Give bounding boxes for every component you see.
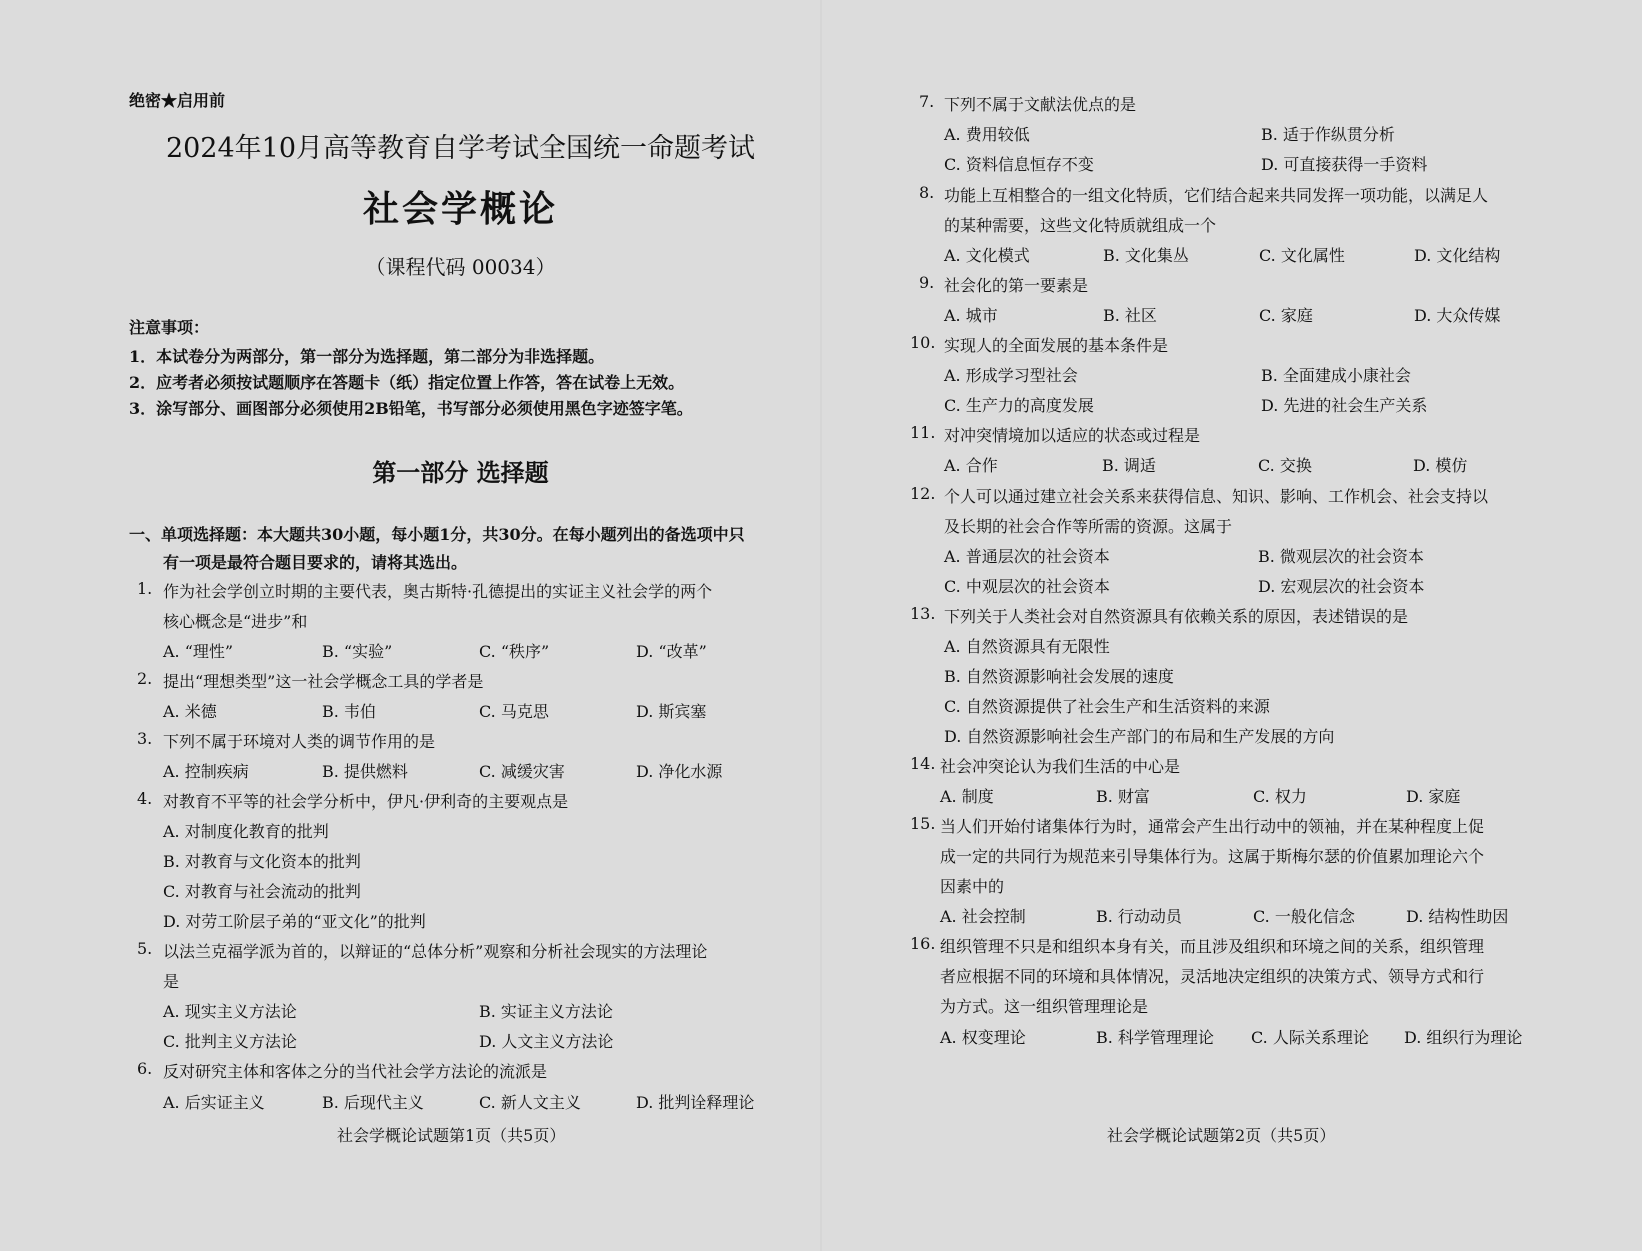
page-2 bbox=[821, 0, 1642, 1251]
question-number: 5. bbox=[137, 939, 153, 958]
option-d: D. 大众传媒 bbox=[1414, 306, 1501, 325]
option-d: D. 斯宾塞 bbox=[636, 702, 707, 721]
notice-item: 3．涂写部分、画图部分必须使用2B铅笔，书写部分必须使用黑色字迹签字笔。 bbox=[129, 399, 693, 418]
option-b: B. 后现代主义 bbox=[322, 1093, 424, 1112]
page-footer: 社会学概论试题第2页（共5页） bbox=[1107, 1126, 1336, 1145]
question-number: 16. bbox=[910, 934, 936, 953]
option-d: D. 自然资源影响社会生产部门的布局和生产发展的方向 bbox=[944, 727, 1335, 746]
option-b: B. 实证主义方法论 bbox=[479, 1002, 613, 1021]
option-d: D. 组织行为理论 bbox=[1404, 1028, 1523, 1047]
question-number: 1. bbox=[137, 579, 153, 598]
question-text: 反对研究主体和客体之分的当代社会学方法论的流派是 bbox=[163, 1062, 548, 1081]
option-b: B. 社区 bbox=[1103, 306, 1157, 325]
option-c: C. 批判主义方法论 bbox=[163, 1032, 297, 1051]
question-number: 6. bbox=[137, 1059, 153, 1078]
option-d: D. 人文主义方法论 bbox=[479, 1032, 614, 1051]
option-d: D. 结构性助因 bbox=[1406, 907, 1509, 926]
course-code: （课程代码 00034） bbox=[365, 255, 556, 279]
question-number: 12. bbox=[910, 484, 936, 503]
question-text: 为方式。这一组织管理理论是 bbox=[940, 997, 1149, 1016]
option-a: A. 普通层次的社会资本 bbox=[944, 547, 1110, 566]
option-c: C. 一般化信念 bbox=[1253, 907, 1355, 926]
question-text: 提出“理想类型”这一社会学概念工具的学者是 bbox=[163, 672, 484, 691]
question-number: 8. bbox=[919, 183, 935, 202]
option-a: A. 对制度化教育的批判 bbox=[163, 822, 329, 841]
option-d: D. 宏观层次的社会资本 bbox=[1258, 577, 1425, 596]
option-b: B. 科学管理理论 bbox=[1096, 1028, 1214, 1047]
question-number: 3. bbox=[137, 729, 153, 748]
question-number: 13. bbox=[910, 604, 936, 623]
option-b: B. “实验” bbox=[322, 642, 393, 661]
option-c: C. 新人文主义 bbox=[479, 1093, 581, 1112]
question-text: 社会化的第一要素是 bbox=[944, 276, 1089, 295]
option-c: C. 自然资源提供了社会生产和生活资料的来源 bbox=[944, 697, 1270, 716]
section-instruction-cont: 有一项是最符合题目要求的，请将其选出。 bbox=[163, 553, 468, 572]
question-text: 是 bbox=[163, 972, 180, 991]
option-c: C. 家庭 bbox=[1259, 306, 1313, 325]
question-text: 个人可以通过建立社会关系来获得信息、知识、影响、工作机会、社会支持以 bbox=[944, 487, 1489, 506]
question-number: 11. bbox=[910, 423, 936, 442]
option-c: C. 马克思 bbox=[479, 702, 549, 721]
option-d: D. 净化水源 bbox=[636, 762, 723, 781]
part-title: 第一部分 选择题 bbox=[372, 458, 549, 487]
question-text: 以法兰克福学派为首的，以辩证的“总体分析”观察和分析社会现实的方法理论 bbox=[163, 942, 708, 961]
option-c: C. 中观层次的社会资本 bbox=[944, 577, 1110, 596]
option-a: A. 后实证主义 bbox=[163, 1093, 265, 1112]
question-number: 9. bbox=[919, 273, 935, 292]
question-text: 社会冲突论认为我们生活的中心是 bbox=[940, 757, 1181, 776]
option-a: A. 现实主义方法论 bbox=[163, 1002, 297, 1021]
option-a: A. 社会控制 bbox=[940, 907, 1026, 926]
notice-heading: 注意事项： bbox=[129, 318, 210, 337]
option-a: A. 合作 bbox=[944, 456, 998, 475]
question-text: 对冲突情境加以适应的状态或过程是 bbox=[944, 426, 1201, 445]
question-number: 14. bbox=[910, 754, 936, 773]
question-number: 4. bbox=[137, 789, 153, 808]
option-b: B. 韦伯 bbox=[322, 702, 376, 721]
question-text: 及长期的社会合作等所需的资源。这属于 bbox=[944, 517, 1233, 536]
question-text: 下列不属于环境对人类的调节作用的是 bbox=[163, 732, 436, 751]
option-d: D. 先进的社会生产关系 bbox=[1261, 396, 1428, 415]
option-a: A. 自然资源具有无限性 bbox=[944, 637, 1110, 656]
option-d: D. 可直接获得一手资料 bbox=[1261, 155, 1428, 174]
option-b: B. 全面建成小康社会 bbox=[1261, 366, 1411, 385]
option-b: B. 提供燃料 bbox=[322, 762, 408, 781]
question-text: 组织管理不只是和组织本身有关，而且涉及组织和环境之间的关系，组织管理 bbox=[940, 937, 1485, 956]
option-a: A. 制度 bbox=[940, 787, 994, 806]
subject-title: 社会学概论 bbox=[362, 188, 558, 230]
option-c: C. 减缓灾害 bbox=[479, 762, 565, 781]
option-a: A. 文化模式 bbox=[944, 246, 1030, 265]
option-c: C. 权力 bbox=[1253, 787, 1307, 806]
option-d: D. 模仿 bbox=[1413, 456, 1468, 475]
question-text: 作为社会学创立时期的主要代表，奥古斯特·孔德提出的实证主义社会学的两个 bbox=[163, 582, 713, 601]
question-number: 10. bbox=[910, 333, 936, 352]
option-d: D. “改革” bbox=[636, 642, 707, 661]
option-b: B. 适于作纵贯分析 bbox=[1261, 125, 1395, 144]
question-number: 7. bbox=[919, 92, 935, 111]
option-b: B. 调适 bbox=[1102, 456, 1156, 475]
question-text: 核心概念是“进步”和 bbox=[163, 612, 308, 631]
option-d: D. 批判诠释理论 bbox=[636, 1093, 755, 1112]
option-c: C. “秩序” bbox=[479, 642, 550, 661]
question-text: 因素中的 bbox=[940, 877, 1005, 896]
option-d: D. 对劳工阶层子弟的“亚文化”的批判 bbox=[163, 912, 426, 931]
page-footer: 社会学概论试题第1页（共5页） bbox=[337, 1126, 566, 1145]
option-a: A. 形成学习型社会 bbox=[944, 366, 1078, 385]
option-c: C. 交换 bbox=[1258, 456, 1312, 475]
question-text: 实现人的全面发展的基本条件是 bbox=[944, 336, 1169, 355]
option-b: B. 微观层次的社会资本 bbox=[1258, 547, 1424, 566]
exam-title: 2024年10月高等教育自学考试全国统一命题考试 bbox=[165, 133, 756, 164]
option-a: A. 权变理论 bbox=[940, 1028, 1026, 1047]
option-a: A. 城市 bbox=[944, 306, 998, 325]
notice-item: 1．本试卷分为两部分，第一部分为选择题，第二部分为非选择题。 bbox=[129, 347, 605, 366]
option-c: C. 对教育与社会流动的批判 bbox=[163, 882, 361, 901]
question-text: 下列关于人类社会对自然资源具有依赖关系的原因，表述错误的是 bbox=[944, 607, 1409, 626]
question-text: 的某种需要，这些文化特质就组成一个 bbox=[944, 216, 1217, 235]
option-a: A. 控制疾病 bbox=[163, 762, 249, 781]
confidential-label: 绝密★启用前 bbox=[129, 91, 226, 110]
question-text: 对教育不平等的社会学分析中，伊凡·伊利奇的主要观点是 bbox=[163, 792, 569, 811]
question-text: 成一定的共同行为规范来引导集体行为。这属于斯梅尔瑟的价值累加理论六个 bbox=[940, 847, 1485, 866]
question-text: 当人们开始付诸集体行为时，通常会产生出行动中的领袖，并在某种程度上促 bbox=[940, 817, 1485, 836]
option-a: A. 费用较低 bbox=[944, 125, 1030, 144]
question-text: 下列不属于文献法优点的是 bbox=[944, 95, 1137, 114]
option-c: C. 生产力的高度发展 bbox=[944, 396, 1094, 415]
section-instruction: 一、单项选择题：本大题共30小题，每小题1分，共30分。在每小题列出的备选项中只 bbox=[129, 525, 745, 544]
question-text: 功能上互相整合的一组文化特质，它们结合起来共同发挥一项功能，以满足人 bbox=[944, 186, 1489, 205]
question-number: 2. bbox=[137, 669, 153, 688]
question-text: 者应根据不同的环境和具体情况，灵活地决定组织的决策方式、领导方式和行 bbox=[940, 967, 1485, 986]
notice-item: 2．应考者必须按试题顺序在答题卡（纸）指定位置上作答，答在试卷上无效。 bbox=[129, 373, 685, 392]
option-b: B. 财富 bbox=[1096, 787, 1150, 806]
option-a: A. 米德 bbox=[163, 702, 217, 721]
option-b: B. 自然资源影响社会发展的速度 bbox=[944, 667, 1174, 686]
option-d: D. 文化结构 bbox=[1414, 246, 1501, 265]
option-c: C. 资料信息恒存不变 bbox=[944, 155, 1094, 174]
question-number: 15. bbox=[910, 814, 936, 833]
option-b: B. 对教育与文化资本的批判 bbox=[163, 852, 361, 871]
option-c: C. 人际关系理论 bbox=[1251, 1028, 1369, 1047]
option-c: C. 文化属性 bbox=[1259, 246, 1345, 265]
option-d: D. 家庭 bbox=[1406, 787, 1461, 806]
option-b: B. 文化集丛 bbox=[1103, 246, 1189, 265]
option-b: B. 行动动员 bbox=[1096, 907, 1182, 926]
option-a: A. “理性” bbox=[163, 642, 234, 661]
